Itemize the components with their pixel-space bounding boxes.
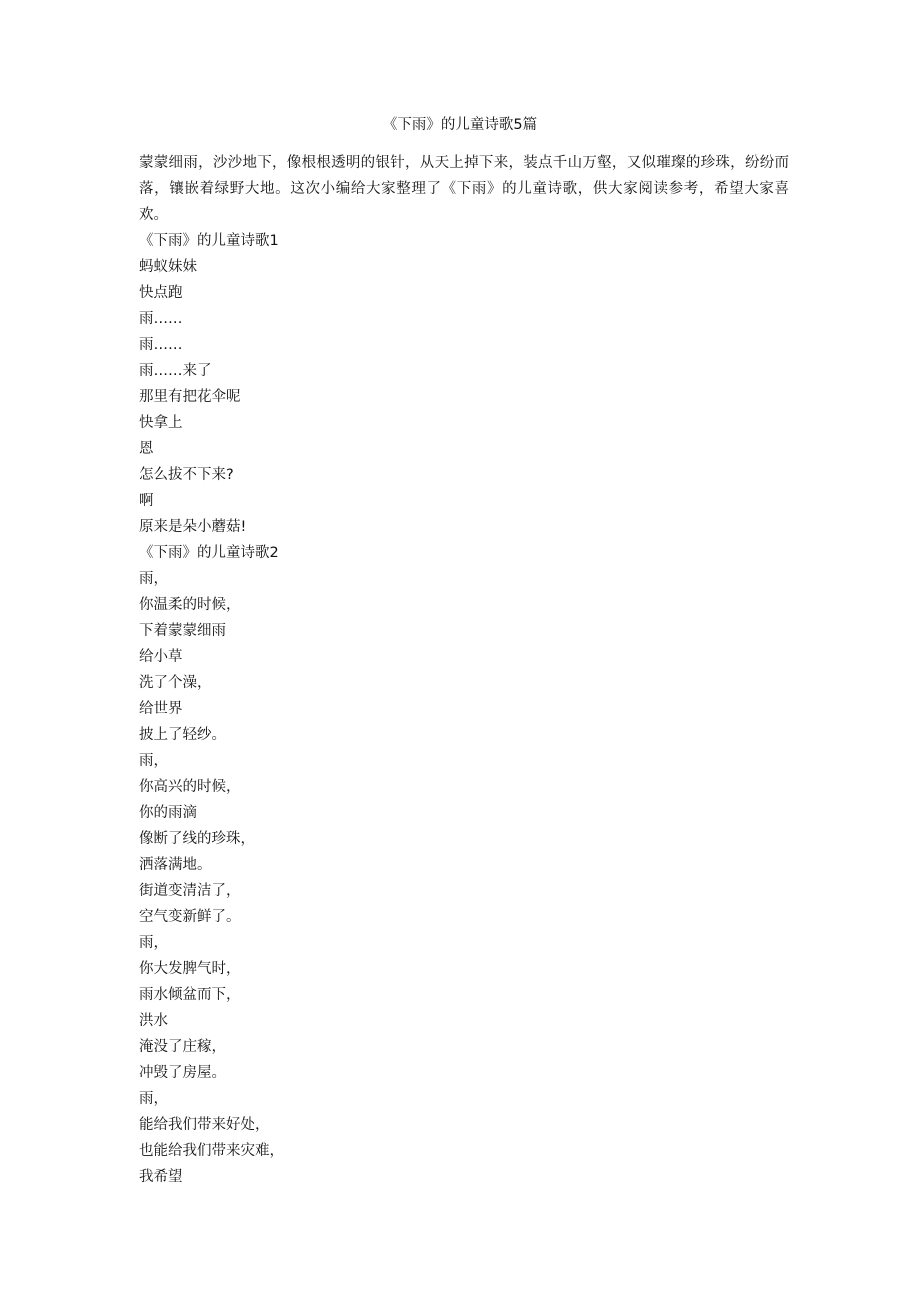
poem-line: 冲毁了房屋。 xyxy=(139,1065,226,1081)
poem-line: 给世界 xyxy=(139,701,183,717)
poem-line: 雨， xyxy=(139,935,168,951)
poem-line: 雨……来了 xyxy=(139,363,212,379)
document-body xyxy=(139,150,789,1190)
poem-line: 你大发脾气时， xyxy=(139,961,241,977)
poem-line: 洗了个澡， xyxy=(139,675,212,691)
document-title: 《下雨》的儿童诗歌5篇 xyxy=(382,117,538,133)
poem-line: 啊 xyxy=(139,493,154,509)
poem-line: 像断了线的珍珠， xyxy=(139,831,255,847)
poem-line: 快拿上 xyxy=(139,415,183,431)
poem-line: 给小草 xyxy=(139,649,183,665)
poem-line: 雨， xyxy=(139,753,168,769)
poem-line: 怎么拔不下来? xyxy=(139,467,234,483)
poem-line: 你的雨滴 xyxy=(139,805,197,821)
poem-line: 雨， xyxy=(139,571,168,587)
poem-line: 能给我们带来好处， xyxy=(139,1117,270,1133)
poem-line: 你温柔的时候， xyxy=(139,597,241,613)
poem-line: 雨…… xyxy=(139,311,183,327)
poem-line: 披上了轻纱。 xyxy=(139,727,226,743)
poem-line: 下着蒙蒙细雨 xyxy=(139,623,226,639)
poem-line: 街道变清洁了， xyxy=(139,883,241,899)
poem-line: 雨， xyxy=(139,1091,168,1107)
poem-line: 淹没了庄稼， xyxy=(139,1039,226,1055)
poem-lines xyxy=(139,228,789,1190)
poem-line: 雨水倾盆而下， xyxy=(139,987,241,1003)
poem-line: 你高兴的时候， xyxy=(139,779,241,795)
poem-line: 《下雨》的儿童诗歌2 xyxy=(139,545,279,561)
poem-line: 原来是朵小蘑菇! xyxy=(139,519,247,535)
poem-line: 雨…… xyxy=(139,337,183,353)
poem-line: 恩 xyxy=(139,441,154,457)
poem-line: 《下雨》的儿童诗歌1 xyxy=(139,233,279,249)
poem-line: 洒落满地。 xyxy=(139,857,212,873)
intro-paragraph: 蒙蒙细雨，沙沙地下，像根根透明的银针，从天上掉下来，装点千山万壑，又似璀璨的珍珠，纷纷而落，镶嵌着绿野大地。这次小编给大家整理了《下雨》的儿童诗歌，供大家阅读参考，希望大家喜欢。 xyxy=(139,155,789,223)
poem-line: 快点跑 xyxy=(139,285,183,301)
poem-line: 也能给我们带来灾难， xyxy=(139,1143,284,1159)
poem-line: 空气变新鲜了。 xyxy=(139,909,241,925)
poem-line: 蚂蚁妹妹 xyxy=(139,259,197,275)
poem-line: 洪水 xyxy=(139,1013,168,1029)
poem-line: 我希望 xyxy=(139,1169,183,1185)
poem-line: 那里有把花伞呢 xyxy=(139,389,241,405)
